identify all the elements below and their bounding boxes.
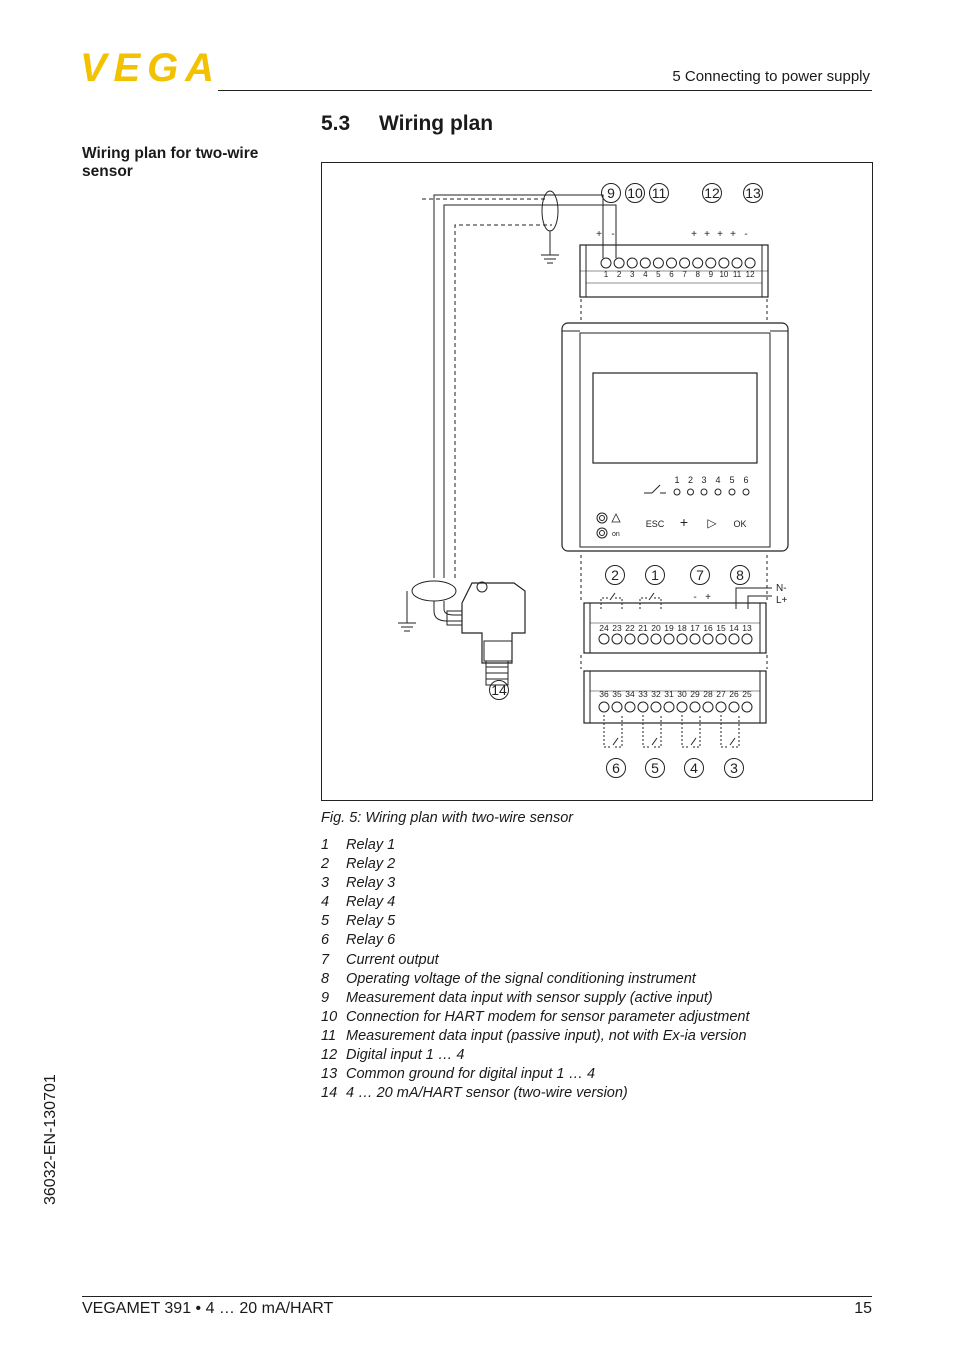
terminal-screw	[612, 634, 622, 644]
legend-number: 12	[321, 1047, 338, 1064]
legend-number: 13	[321, 1066, 338, 1083]
terminal-number: 27	[716, 689, 726, 699]
footer-product: VEGAMET 391 • 4 … 20 mA/HART	[82, 1300, 334, 1317]
side-label: Wiring plan for two-wire sensor	[82, 145, 259, 180]
wiring-diagram	[321, 162, 873, 801]
terminal-number: 19	[664, 623, 674, 633]
legend-item	[321, 893, 750, 912]
relay-led-label: 6	[743, 475, 749, 485]
relay-led-label: 3	[701, 475, 707, 485]
terminal-screw	[664, 634, 674, 644]
header-divider	[218, 90, 872, 91]
section-number: 5.3	[321, 112, 351, 135]
polarity-mark: -	[693, 592, 697, 603]
terminal-number: 31	[664, 689, 674, 699]
terminal-screw	[680, 258, 690, 268]
figure-legend	[321, 836, 750, 1103]
legend-item	[321, 836, 750, 855]
relay-led-label: 1	[674, 475, 680, 485]
legend-text: Measurement data input (passive input), not with Ex-ia version	[346, 1027, 747, 1044]
relay-led	[729, 489, 735, 495]
legend-text: Relay 1	[346, 837, 396, 853]
terminal-number: 18	[677, 623, 687, 633]
terminal-screw	[729, 702, 739, 712]
relay-contact	[721, 715, 739, 747]
legend-text: Current output	[346, 951, 439, 968]
legend-text: Measurement data input with sensor supply (active input)	[346, 989, 713, 1006]
callout-number: 5	[651, 760, 659, 776]
terminal-screw	[667, 258, 677, 268]
legend-text: Operating voltage of the signal conditioning instrument	[346, 970, 696, 987]
terminal-screw	[627, 258, 637, 268]
terminal-screw	[599, 634, 609, 644]
legend-number: 3	[321, 875, 330, 892]
polarity-mark: +	[704, 229, 710, 240]
legend-item	[321, 1027, 750, 1046]
relay-contact	[604, 715, 622, 747]
page-number: 15	[854, 1300, 872, 1317]
legend-item	[321, 970, 750, 989]
terminal-screw	[625, 634, 635, 644]
relay-led	[688, 489, 694, 495]
relay-switch	[691, 738, 696, 745]
figure-caption: Fig. 5: Wiring plan with two-wire sensor	[321, 810, 574, 826]
terminal-screw	[732, 258, 742, 268]
legend-number: 10	[321, 1008, 338, 1025]
legend-text: Relay 3	[346, 875, 396, 892]
document-id: 36032-EN-130701	[42, 1074, 59, 1205]
relay-switch	[730, 738, 735, 745]
terminal-number: 11	[732, 270, 742, 279]
terminal-screw	[742, 702, 752, 712]
callout-number: 13	[745, 185, 761, 201]
polarity-mark: +	[730, 229, 736, 240]
legend-number: 11	[321, 1027, 337, 1044]
key-3: OK	[733, 519, 747, 529]
callout-number: 1	[651, 567, 659, 583]
legend-number: 6	[321, 932, 330, 949]
relay-led-label: 4	[715, 475, 721, 485]
wiring-diagram-drawing	[322, 163, 874, 802]
terminal-screw	[614, 258, 624, 268]
terminal-number: 23	[612, 623, 622, 633]
terminal-number: 30	[677, 689, 687, 699]
relay-switch	[610, 593, 615, 600]
terminal-number: 5	[656, 270, 661, 279]
terminal-number: 7	[682, 270, 687, 279]
legend-item	[321, 912, 750, 931]
svg-text:VEGA: VEGA	[80, 48, 213, 88]
legend-text: Common ground for digital input 1 … 4	[346, 1066, 596, 1083]
legend-number: 7	[321, 951, 330, 968]
terminal-number: 36	[599, 689, 609, 699]
relay-switch	[649, 593, 654, 600]
section-title: Wiring plan	[379, 112, 494, 135]
terminal-screw	[719, 258, 729, 268]
terminal-screw	[638, 634, 648, 644]
terminal-number: 29	[690, 689, 700, 699]
supply-label: L+	[776, 595, 788, 606]
terminal-screw	[690, 634, 700, 644]
legend-text: 4 … 20 mA/HART sensor (two-wire version)	[346, 1085, 628, 1102]
terminal-screw	[729, 634, 739, 644]
relay-contact	[643, 715, 661, 747]
terminal-number: 2	[616, 270, 622, 279]
on-label: on	[612, 531, 620, 538]
terminal-number: 34	[625, 689, 635, 699]
terminal-number: 17	[690, 623, 700, 633]
terminal-screw	[706, 258, 716, 268]
legend-text: Relay 4	[346, 894, 396, 911]
key-1: +	[679, 514, 689, 530]
legend-item	[321, 1008, 750, 1027]
terminal-number: 3	[629, 270, 635, 279]
relay-led-label: 5	[729, 475, 735, 485]
legend-number: 14	[321, 1085, 338, 1102]
terminal-number: 6	[669, 270, 674, 279]
terminal-number: 22	[625, 623, 635, 633]
terminal-number: 1	[603, 270, 609, 279]
relay-led-label: 2	[687, 475, 694, 485]
relay-led	[743, 489, 749, 495]
legend-item	[321, 951, 750, 970]
terminal-number: 10	[719, 270, 729, 279]
terminal-screw	[745, 258, 755, 268]
footer-divider	[82, 1296, 872, 1297]
callout-number: 8	[736, 567, 744, 583]
terminal-screw	[601, 258, 611, 268]
legend-item	[321, 1084, 750, 1103]
terminal-screw	[703, 634, 713, 644]
callout-number: 12	[704, 185, 720, 201]
terminal-screw	[716, 634, 726, 644]
terminal-number: 25	[742, 689, 752, 699]
terminal-number: 13	[742, 623, 752, 633]
terminal-number: 21	[638, 623, 648, 633]
legend-item	[321, 931, 750, 950]
polarity-mark: -	[744, 229, 748, 240]
relay-led	[674, 489, 680, 495]
terminal-screw	[612, 702, 622, 712]
terminal-screw	[640, 258, 650, 268]
vega-logo	[80, 48, 215, 88]
terminal-screw	[716, 702, 726, 712]
terminal-number: 24	[599, 623, 609, 633]
relay-switch	[652, 738, 657, 745]
terminal-screw	[638, 702, 648, 712]
terminal-number: 33	[638, 689, 648, 699]
legend-number: 8	[321, 970, 330, 987]
polarity-mark: +	[596, 229, 602, 240]
key-0: ESC	[645, 519, 665, 529]
relay-switch	[613, 738, 618, 745]
terminal-screw	[742, 634, 752, 644]
running-header: 5 Connecting to power supply	[672, 68, 870, 85]
legend-text: Connection for HART modem for sensor parameter adjustment	[346, 1008, 750, 1025]
terminal-screw	[703, 702, 713, 712]
callout-number: 7	[696, 567, 704, 583]
callout-number: 3	[730, 760, 738, 776]
callout-number: 6	[612, 760, 620, 776]
legend-number: 4	[321, 894, 330, 911]
legend-number: 9	[321, 989, 330, 1006]
terminal-number: 26	[729, 689, 739, 699]
polarity-mark: +	[717, 229, 723, 240]
terminal-screw	[664, 702, 674, 712]
supply-label: N-	[776, 583, 787, 594]
terminal-screw	[690, 702, 700, 712]
terminal-screw	[651, 702, 661, 712]
terminal-number: 20	[651, 623, 661, 633]
terminal-number: 12	[745, 270, 755, 279]
legend-item	[321, 1065, 750, 1084]
terminal-number: 9	[708, 270, 714, 279]
terminal-number: 14	[729, 623, 739, 633]
legend-item	[321, 874, 750, 893]
polarity-mark: +	[691, 229, 697, 240]
terminal-number: 16	[703, 623, 713, 633]
legend-number: 1	[321, 837, 330, 853]
section-heading	[321, 112, 493, 136]
terminal-number: 4	[643, 270, 648, 279]
polarity-mark: -	[611, 229, 615, 240]
terminal-screw	[625, 702, 635, 712]
terminal-screw	[677, 702, 687, 712]
relay-led	[701, 489, 707, 495]
callout-number: 2	[611, 567, 619, 583]
legend-text: Digital input 1 … 4	[346, 1047, 465, 1064]
legend-item	[321, 1046, 750, 1065]
legend-item	[321, 989, 750, 1008]
legend-item	[321, 855, 750, 874]
terminal-screw	[651, 634, 661, 644]
terminal-screw	[677, 634, 687, 644]
callout-number: 14	[491, 682, 507, 698]
relay-contact	[682, 715, 700, 747]
terminal-number: 32	[651, 689, 661, 699]
legend-text: Relay 6	[346, 932, 396, 949]
callout-number: 11	[651, 185, 667, 201]
terminal-screw	[653, 258, 663, 268]
callout-number: 9	[607, 185, 615, 201]
terminal-number: 35	[612, 689, 622, 699]
terminal-number: 15	[716, 623, 726, 633]
key-2: ▷	[707, 516, 717, 530]
terminal-number: 28	[703, 689, 713, 699]
legend-text: Relay 5	[346, 913, 396, 930]
relay-led	[715, 489, 721, 495]
legend-number: 2	[321, 856, 330, 873]
callout-number: 4	[690, 760, 698, 776]
terminal-screw	[599, 702, 609, 712]
polarity-mark: +	[705, 592, 711, 603]
terminal-number: 8	[695, 270, 700, 279]
callout-number: 10	[627, 185, 643, 201]
legend-text: Relay 2	[346, 856, 396, 873]
legend-number: 5	[321, 913, 330, 930]
terminal-screw	[693, 258, 703, 268]
